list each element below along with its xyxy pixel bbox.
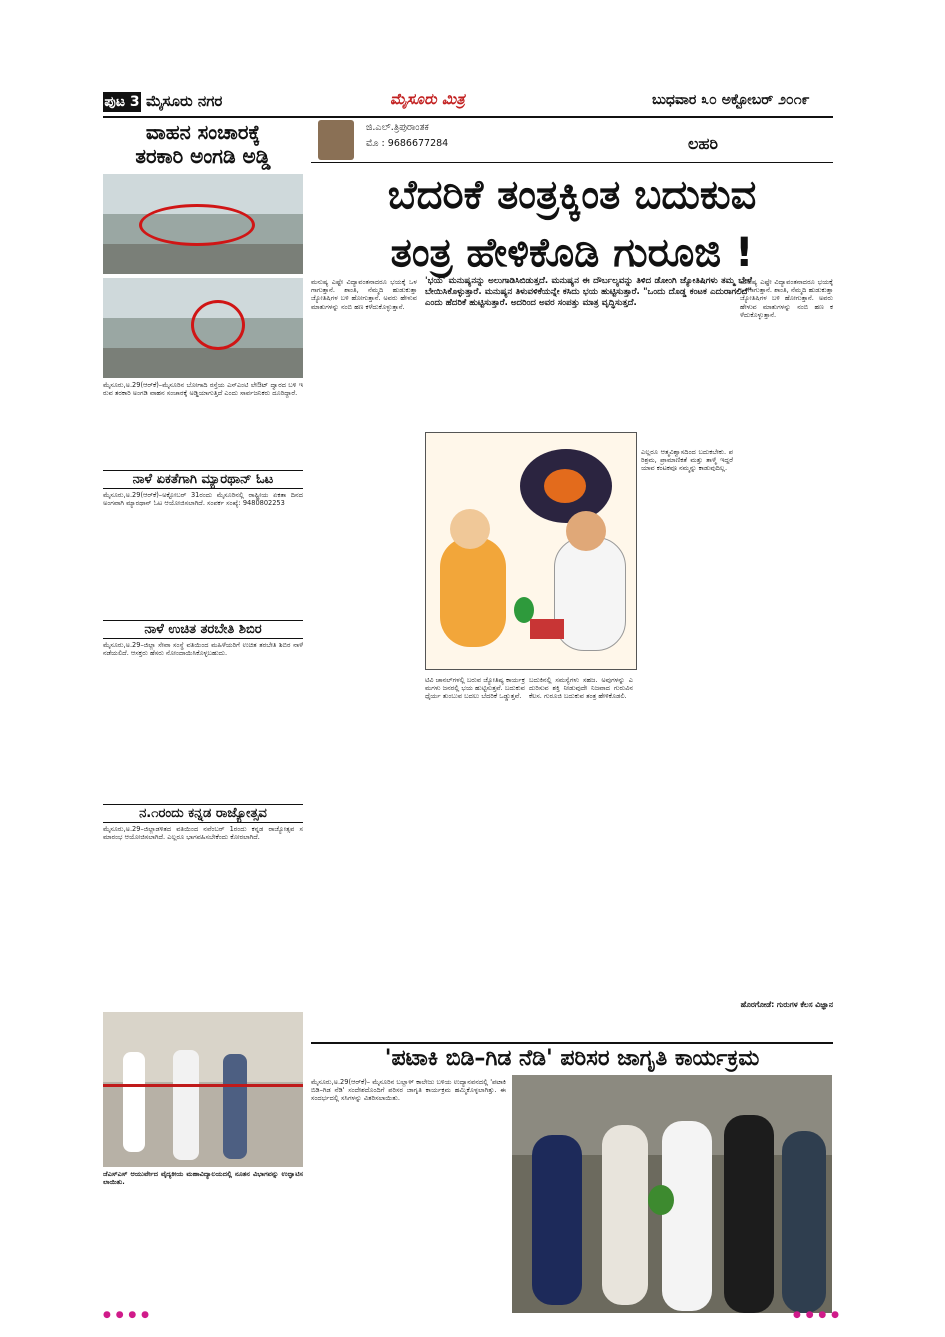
story2-headline: ನಾಳೆ ಏಕತೆಗಾಗಿ ಮ್ಯಾರಥಾನ್ ಓಟ	[103, 470, 303, 489]
print-mark-left: ● ● ● ●	[103, 1310, 150, 1320]
inauguration-caption: ಜೆಎಸ್‌ಎಸ್ ಆಯುರ್ವೇದ ವೈದ್ಯಕೀಯ ಮಹಾವಿದ್ಯಾಲಯದಲ್ಲಿ ನೂತನ ವಿಭಾಗವನ್ನು ಉದ್ಘಾಟಿಸಲಾಯಿತು.	[103, 1170, 303, 1187]
column-name: ಲಹರಿ	[688, 134, 718, 153]
article-column-5: ಮನುಷ್ಯ ಎಷ್ಟೇ ವಿದ್ಯಾವಂತನಾದರೂ ಭಯಕ್ಕೆ ಒಳಗಾಗುತ್ತಾನೆ. ಶಾಂತಿ, ನೆಮ್ಮದಿ ಹುಡುಕುತ್ತಾ ಜ್ಯೋತಿಷಿಗಳ ಬಳಿ ಹೋಗುತ್ತಾನೆ. ಅವರು ಹೇಳುವ ಮಾತುಗಳನ್ನು ನಂಬಿ ಹಣ ಕಳೆದುಕೊಳ್ಳುತ್ತಾನೆ.	[740, 278, 833, 319]
section-name: ಮೈಸೂರು ನಗರ	[146, 92, 223, 110]
story1-headline-line1: ವಾಹನ ಸಂಚಾರಕ್ಕೆ	[145, 120, 261, 144]
environment-story-body: ಮೈಸೂರು,ಅ.29(ಆರ್‌ಕೆ)– ಮೈಸೂರಿನ ಬಲ್ಲಾಳ್ ಕಾಲೇಜು ಬಳಿಯ ಉದ್ಯಾನವನದಲ್ಲಿ 'ಪಟಾಕಿ ಬಿಡಿ–ಗಿಡ ನೆಡಿ' ಸಂದೇಶದೊಂದಿಗೆ ಪರಿಸರ ಜಾಗೃತಿ ಕಾರ್ಯಕ್ರಮ ಹಮ್ಮಿಕೊಳ್ಳಲಾಗಿತ್ತು. ಈ ಸಂದರ್ಭದಲ್ಲಿ ಸಸಿಗಳನ್ನು ವಿತರಿಸಲಾಯಿತು.	[311, 1078, 506, 1103]
print-mark-right: ● ● ● ●	[793, 1310, 840, 1320]
article-column-3: ಬದುಕಿನಲ್ಲಿ ಸಮಸ್ಯೆಗಳು ಸಹಜ. ಅವುಗಳನ್ನು ಎದುರಿಸುವ ಶಕ್ತಿ ನೀಡುವುದೇ ನಿಜವಾದ ಗುರುವಿನ ಕೆಲಸ. ಗುರೂಜಿ ಬದುಕುವ ತಂತ್ರ ಹೇಳಿಕೊಡಲಿ.	[529, 676, 633, 701]
vegetable-stall-photo-1	[103, 174, 303, 274]
story3-body: ಮೈಸೂರು,ಅ.29–ಜಿಲ್ಲಾ ಸೇವಾ ಸಂಸ್ಥೆ ವತಿಯಿಂದ ಮಹಿಳೆಯರಿಗೆ ಉಚಿತ ತರಬೇತಿ ಶಿಬಿರ ನಾಳೆ ನಡೆಯಲಿದೆ. ಆಸಕ್ತರು ಹೆಸರು ನೋಂದಾಯಿಸಿಕೊಳ್ಳಬಹುದು.	[103, 641, 303, 658]
article-column-2: ಟಿವಿ ಚಾನಲ್‌ಗಳಲ್ಲಿ ಬರುವ ಜ್ಯೋತಿಷ್ಯ ಕಾರ್ಯಕ್ರಮಗಳು ಜನರಲ್ಲಿ ಭಯ ಹುಟ್ಟಿಸುತ್ತವೆ. ಬದುಕುವ ಧೈರ್ಯ ತುಂಬುವ ಬದಲು ಬೆದರಿಕೆ ಒಡ್ಡುತ್ತವೆ.	[425, 676, 525, 701]
story1-body: ಮೈಸೂರು,ಅ.29(ಆರ್‌ಕೆ)–ಮೈಸೂರಿನ ಬೋಗಾದಿ ರಸ್ತೆಯ ಎಸ್‌ಎಂಟಿ ಲೇಔಟ್ ದ್ವಾರದ ಬಳಿ ಇರುವ ತರಕಾರಿ ಅಂಗಡಿ ವಾಹನ ಸಂಚಾರಕ್ಕೆ ಅಡ್ಡಿಯಾಗುತ್ತಿದೆ ಎಂದು ಸಾರ್ವಜನಿಕರು ದೂರಿದ್ದಾರೆ.	[103, 381, 303, 398]
header-rule	[103, 116, 833, 118]
article-column-1: ಮನುಷ್ಯ ಎಷ್ಟೇ ವಿದ್ಯಾವಂತನಾದರೂ ಭಯಕ್ಕೆ ಒಳಗಾಗುತ್ತಾನೆ. ಶಾಂತಿ, ನೆಮ್ಮದಿ ಹುಡುಕುತ್ತಾ ಜ್ಯೋತಿಷಿಗಳ ಬಳಿ ಹೋಗುತ್ತಾನೆ. ಅವರು ಹೇಳುವ ಮಾತುಗಳನ್ನು ನಂಬಿ ಹಣ ಕಳೆದುಕೊಳ್ಳುತ್ತಾನೆ.	[311, 278, 417, 311]
author-phone: ಮೊ : 9686677284	[366, 138, 449, 149]
main-headline	[311, 166, 833, 282]
environment-event-photo	[512, 1075, 832, 1313]
inauguration-photo	[103, 1012, 303, 1167]
main-headline-line2: ತಂತ್ರ ಹೇಳಿಕೊಡಿ ಗುರೂಜಿ !	[390, 230, 754, 276]
vegetable-stall-photo-2	[103, 278, 303, 378]
article-column-4: ಎಲ್ಲರೂ ಆತ್ಮವಿಶ್ವಾಸದಿಂದ ಬದುಕಬೇಕು. ಪರಿಶ್ರಮ, ಪ್ರಾಮಾಣಿಕತೆ ಮತ್ತು ತಾಳ್ಮೆ ಇದ್ದರೆ ಯಾವ ಕಂಟಕವೂ ನಮ್ಮನ್ನು ಕಾಡುವುದಿಲ್ಲ.	[641, 448, 733, 473]
page-number: ಪುಟ 3	[104, 94, 140, 110]
story1-headline-line2: ತರಕಾರಿ ಅಂಗಡಿ ಅಡ್ಡಿ	[135, 144, 271, 168]
author-rule	[311, 162, 833, 163]
newspaper-name: ಮೈಸೂರು ಮಿತ್ರ	[390, 90, 465, 108]
article-byline: ಹೊರಗೋಡೆ: ಗುರುಗಳ ಕೆಲಸ ವಿಜ್ಞಾನ	[740, 1000, 833, 1009]
issue-date: ಬುಧವಾರ ೩೦ ಅಕ್ಟೋಬರ್ ೨೦೧೯	[652, 92, 810, 108]
story4-body: ಮೈಸೂರು,ಅ.29–ಜಿಲ್ಲಾಡಳಿತದ ವತಿಯಿಂದ ನವೆಂಬರ್ 1ರಂದು ಕನ್ನಡ ರಾಜ್ಯೋತ್ಸವ ಸಮಾರಂಭ ಆಯೋಜಿಸಲಾಗಿದೆ. ಎಲ್ಲರೂ ಭಾಗವಹಿಸಬೇಕೆಂದು ಕೋರಲಾಗಿದೆ.	[103, 825, 303, 842]
main-headline-line1: ಬೆದರಿಕೆ ತಂತ್ರಕ್ಕಿಂತ ಬದುಕುವ	[387, 172, 757, 218]
pull-quote: 'ಭಯ' ಮನುಷ್ಯನನ್ನು ಅಲುಗಾಡಿಸಿಬಿಡುತ್ತದೆ. ಮನುಷ್ಯನ ಈ ದೌರ್ಬಲ್ಯವನ್ನು ತಿಳಿದ ಡೋಂಗಿ ಜ್ಯೋತಿಷಿಗಳು ತಮ್ಮ ಬೇಳೆ ಬೇಯಿಸಿಕೊಳ್ಳುತ್ತಾರೆ. ಮನುಷ್ಯನ ತಿಳುವಳಿಕೆಯನ್ನೇ ಕಸಿದು ಭಯ ಹುಟ್ಟಿಸುತ್ತಾರೆ. "ಒಂದು ದೊಡ್ಡ ಕಂಟಕ ಎದುರಾಗಲಿದೆ" ಎಂದು ಹೆದರಿಕೆ ಹುಟ್ಟಿಸುತ್ತಾರೆ. ಅದರಿಂದ ಅವರ ಸಂಪತ್ತು ಮಾತ್ರ ವೃದ್ಧಿಸುತ್ತದೆ.	[425, 276, 752, 309]
story4-headline: ನ.೧ರಂದು ಕನ್ನಡ ರಾಜ್ಯೋತ್ಸವ	[103, 804, 303, 823]
environment-headline: 'ಪಟಾಕಿ ಬಿಡಿ–ಗಿಡ ನೆಡಿ' ಪರಿಸರ ಜಾಗೃತಿ ಕಾರ್ಯಕ್ರಮ	[311, 1042, 833, 1071]
story2-body: ಮೈಸೂರು,ಅ.29(ಆರ್‌ಕೆ)–ಅಕ್ಟೋಬರ್ 31ರಂದು ಮೈಸೂರಿನಲ್ಲಿ ರಾಷ್ಟ್ರೀಯ ಏಕತಾ ದಿನದ ಅಂಗವಾಗಿ ಮ್ಯಾರಥಾನ್ ಓಟ ಆಯೋಜಿಸಲಾಗಿದೆ. ಸಂಪರ್ಕ ಸಂಖ್ಯೆ: 9480802253	[103, 491, 303, 508]
author-photo	[318, 120, 354, 160]
left-column	[103, 120, 303, 941]
astrologer-cartoon	[425, 432, 637, 670]
author-name: ಜಿ.ಎಲ್.ತ್ರಿಪುರಾಂತಕ	[366, 122, 429, 133]
story3-headline: ನಾಳೆ ಉಚಿತ ತರಬೇತಿ ಶಿಬಿರ	[103, 620, 303, 639]
